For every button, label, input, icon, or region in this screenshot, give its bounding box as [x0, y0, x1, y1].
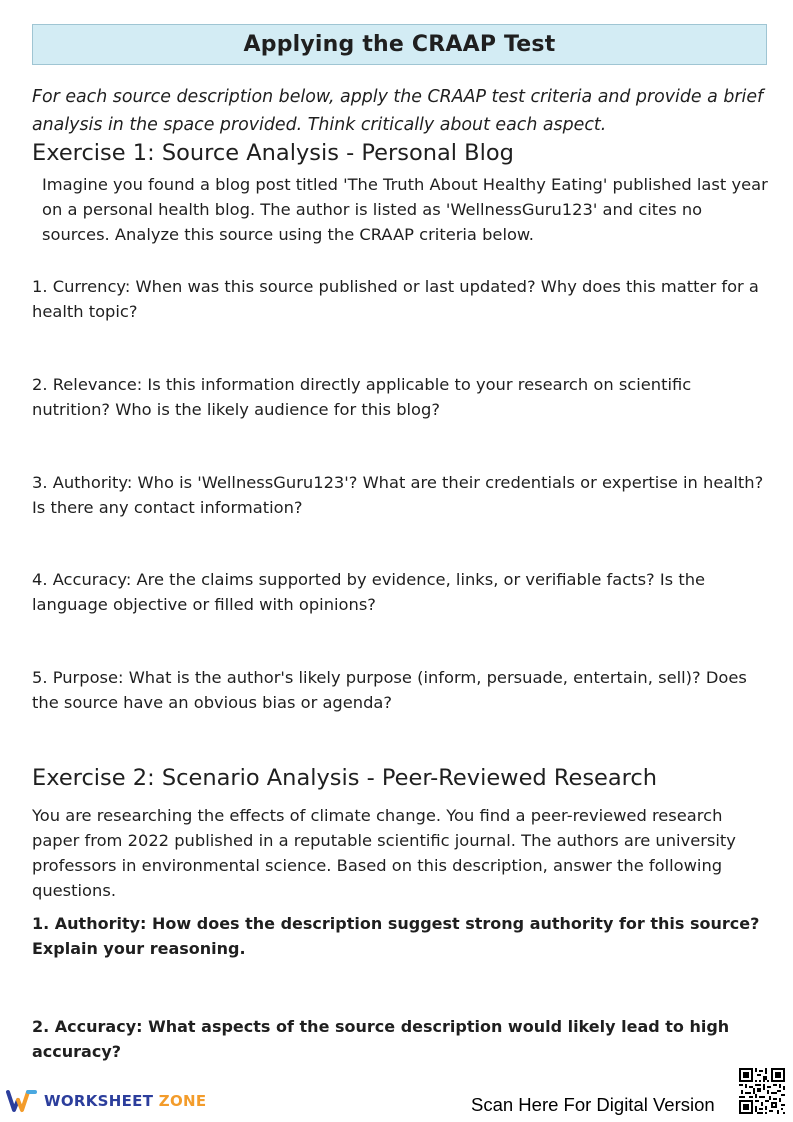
exercise-2-question-authority: 1. Authority: How does the description suggest strong authority for this source? Explain your reasoning. [32, 914, 760, 958]
instructions: For each source description below, apply the CRAAP test criteria and provide a brief analysis in the space provided. Think critically about each aspect. [32, 87, 764, 135]
exercise-1-question-purpose: 5. Purpose: What is the author's likely purpose (inform, persuade, entertain, sell)? Does the source have an obvious bias or agenda? [32, 668, 747, 712]
exercise-1-heading: Exercise 1: Source Analysis - Personal Blog [32, 140, 514, 166]
worksheetzone-logo-icon [6, 1088, 38, 1114]
title-box [32, 24, 767, 65]
exercise-1-question-authority: 3. Authority: Who is 'WellnessGuru123'? What are their credentials or expertise in health? Is there any contact information? [32, 473, 764, 517]
worksheetzone-logo[interactable] [6, 1088, 206, 1114]
exercise-2-heading: Exercise 2: Scenario Analysis - Peer-Reviewed Research [32, 765, 658, 791]
exercise-2-intro: You are researching the effects of climate change. You find a peer-reviewed research paper from 2022 published in a reputable scientific journal. The authors are university professors in environmental science. Based on this description, answer the following questions. [32, 806, 736, 900]
qr-code-icon[interactable] [739, 1068, 785, 1114]
exercise-1-question-relevance: 2. Relevance: Is this information directly applicable to your research on scientific nutrition? Who is the likely audience for this blog? [32, 375, 692, 419]
scan-instruction: Scan Here For Digital Version [471, 1094, 715, 1115]
exercise-1-question-currency: 1. Currency: When was this source published or last updated? Why does this matter for a health topic? [32, 277, 759, 321]
exercise-2-question-accuracy: 2. Accuracy: What aspects of the source description would likely lead to high accuracy? [32, 1017, 730, 1061]
exercise-1-intro: Imagine you found a blog post titled 'The Truth About Healthy Eating' published last year on a personal health blog. The author is listed as 'WellnessGuru123' and cites no sources. Analyze this source using the CRAAP criteria below. [42, 175, 768, 244]
page-title: Applying the CRAAP Test [243, 32, 556, 57]
exercise-1-question-accuracy: 4. Accuracy: Are the claims supported by evidence, links, or verifiable facts? Is the language objective or filled with opinions? [32, 570, 706, 614]
worksheetzone-logo-text: WORKSHEET ZONE [44, 1092, 207, 1110]
